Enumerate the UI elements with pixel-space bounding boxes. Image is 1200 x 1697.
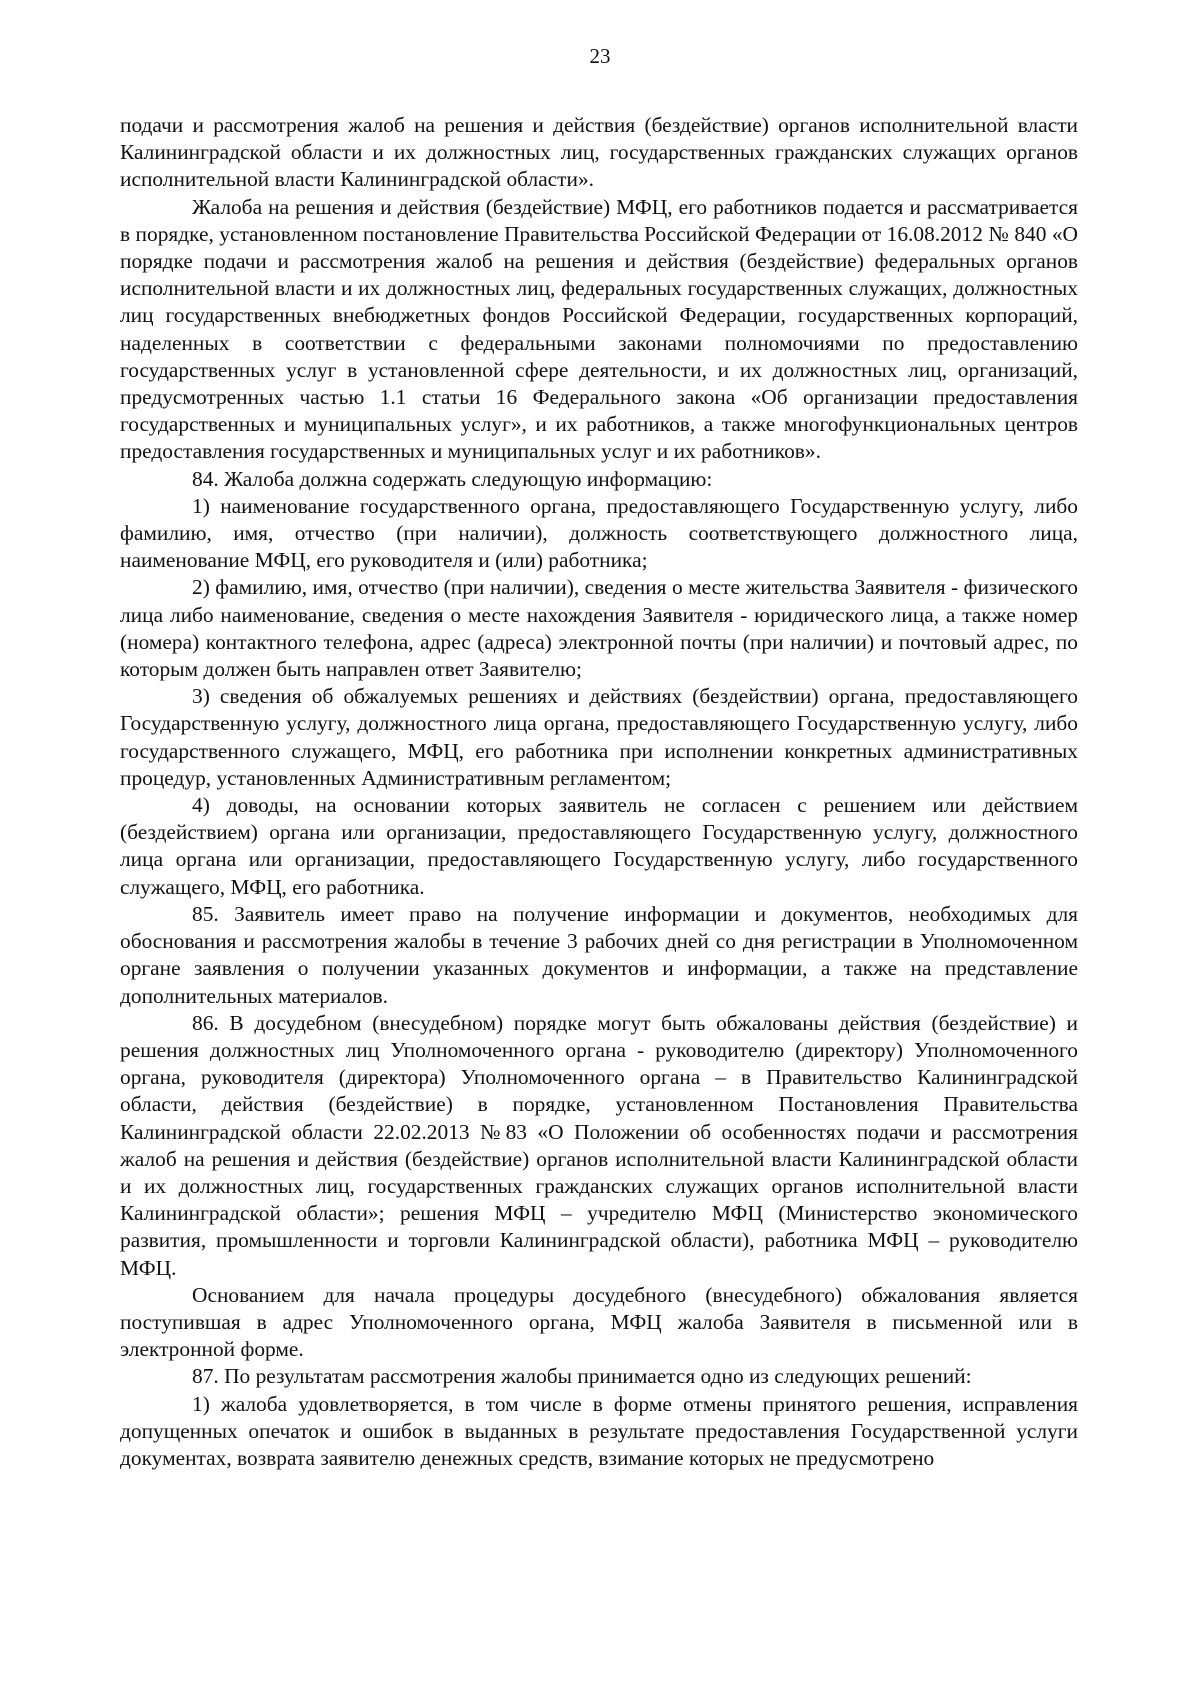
paragraph: 2) фамилию, имя, отчество (при наличии), сведения о месте жительства Заявителя - физического лица либо наименование, сведения о месте нахождения Заявителя - юридического лица, а также номер (номера) контактного телефона, адрес (адреса) электронной почты (при наличии) и почтовый адрес, по которым должен быть направлен ответ Заявителю;	[120, 575, 1078, 682]
paragraph: 85. Заявитель имеет право на получение информации и документов, необходимых для обоснования и рассмотрения жалобы в течение 3 рабочих дней со дня регистрации в Уполномоченном органе заявления о получении указанных документов и информации, а также на представление дополнительных материалов.	[120, 901, 1078, 1008]
paragraph: 84. Жалоба должна содержать следующую информацию:	[192, 466, 713, 491]
document-body	[120, 112, 1078, 1472]
paragraph: 1) жалоба удовлетворяется, в том числе в форме отмены принятого решения, исправления допущенных опечаток и ошибок в выданных в результате предоставления Государственной услуги документах, возврата заявителю денежных средств, взимание которых не предусмотрено	[120, 1391, 1078, 1470]
paragraph: 4) доводы, на основании которых заявитель не согласен с решением или действием (бездействием) органа или организации, предоставляющего Государственную услугу, должностного лица органа или организации, предоставляющего Государственную услугу, либо государственного служащего, МФЦ, его работника.	[120, 793, 1078, 899]
paragraph: 1) наименование государственного органа, предоставляющего Государственную услугу, либо фамилию, имя, отчество (при наличии), должность соответствующего должностного лица, наименование МФЦ, его руководителя и (или) работника;	[120, 493, 1078, 573]
paragraph: подачи и рассмотрения жалоб на решения и действия (бездействие) органов исполнительной власти Калининградской области и их должностных лиц, государственных гражданских служащих органов исполнительной власти Калининградской области».	[120, 113, 1078, 192]
paragraph: Основанием для начала процедуры досудебного (внесудебного) обжалования является поступившая в адрес Уполномоченного органа, МФЦ жалоба Заявителя в письменной или в электронной форме.	[120, 1282, 1078, 1362]
paragraph: Жалоба на решения и действия (бездействие) МФЦ, его работников подается и рассматривается в порядке, установленном постановление Правительства Российской Федерации от 16.08.2012 № 840 «О порядке подачи и рассмотрения жалоб на решения и действия (бездействие) федеральных органов исполнительной власти и их должностных лиц, федеральных государственных служащих, должностных лиц государственных внебюджетных фондов Российской Федерации, государственных корпораций, наделенных в соответствии с федеральными законами полномочиями по предоставлению государственных услуг в установленной сфере деятельности, и их должностных лиц, организаций, предусмотренных частью 1.1 статьи 16 Федерального закона «Об организации предоставления государственных и муниципальных услуг», и их работников, а также многофункциональных центров предоставления государственных и муниципальных услуг и их работников».	[120, 194, 1078, 464]
paragraph: 86. В досудебном (внесудебном) порядке могут быть обжалованы действия (бездействие) и решения должностных лиц Уполномоченного органа - руководителю (директору) Уполномоченного органа, руководителя (директора) Уполномоченного органа – в Правительство Калининградской области, действия (бездействие) в порядке, установленном Постановления Правительства Калининградской области 22.02.2013 №83 «О Положении об особенностях подачи и рассмотрения жалоб на решения и действия (бездействие) органов исполнительной власти Калининградской области и их должностных лиц, государственных гражданских служащих органов исполнительной власти Калининградской области»; решения МФЦ – учредителю МФЦ (Министерство экономического развития, промышленности и торговли Калининградской области), работника МФЦ – руководителю МФЦ.	[120, 1010, 1078, 1280]
page-number: 23	[589, 44, 611, 68]
paragraph: 87. По результатам рассмотрения жалобы принимается одно из следующих решений:	[192, 1364, 972, 1389]
paragraph: 3) сведения об обжалуемых решениях и действиях (бездействии) органа, предоставляющего Государственную услугу, должностного лица органа, предоставляющего Государственную услугу, либо государственного служащего, МФЦ, его работника при исполнении конкретных административных процедур, установленных Административным регламентом;	[120, 684, 1078, 790]
